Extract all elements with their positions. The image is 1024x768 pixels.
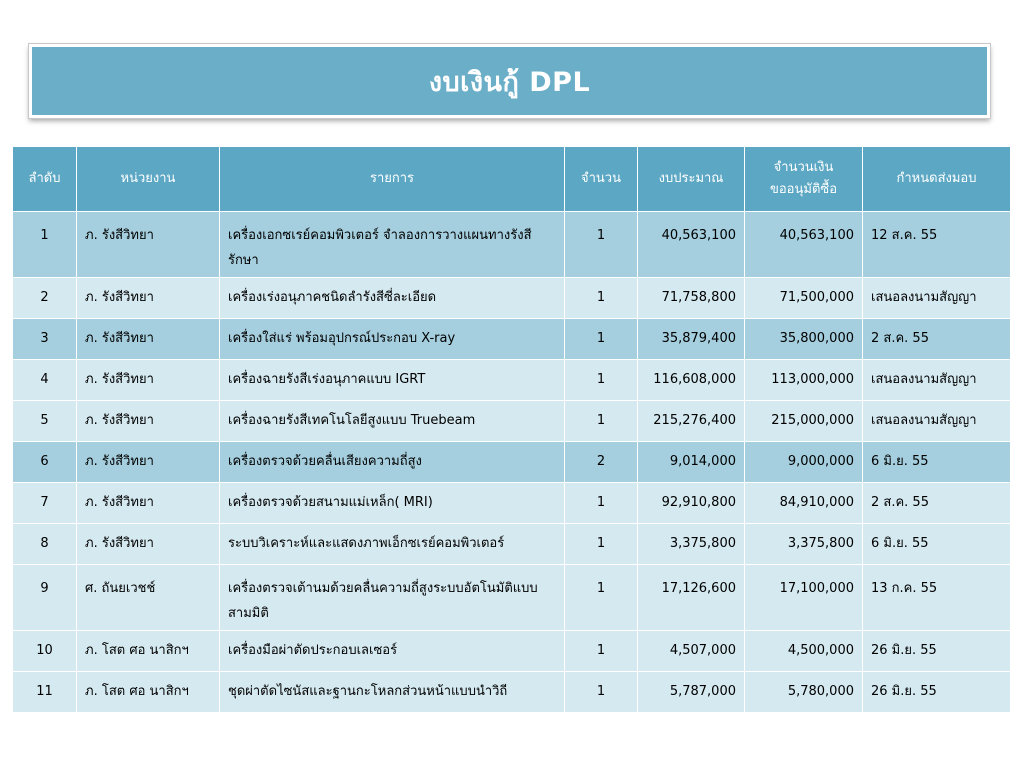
cell-item: เครื่องฉายรังสีเร่งอนุภาคแบบ IGRT <box>220 360 565 401</box>
cell-qty: 1 <box>565 401 638 442</box>
cell-unit: ภ. รังสีวิทยา <box>77 442 220 483</box>
header-no: ลำดับ <box>13 147 77 212</box>
cell-budget: 92,910,800 <box>638 483 745 524</box>
table-row <box>13 319 1011 360</box>
cell-budget: 4,507,000 <box>638 631 745 672</box>
cell-no: 5 <box>13 401 77 442</box>
cell-qty: 1 <box>565 631 638 672</box>
cell-due: 2 ส.ค. 55 <box>863 319 1011 360</box>
cell-budget: 17,126,600 <box>638 565 745 631</box>
cell-item: เครื่องใส่แร่ พร้อมอุปกรณ์ประกอบ X-ray <box>220 319 565 360</box>
cell-unit: ภ. รังสีวิทยา <box>77 524 220 565</box>
cell-item: ระบบวิเคราะห์และแสดงภาพเอ็กซเรย์คอมพิวเตอร์ <box>220 524 565 565</box>
cell-due: 26 มิ.ย. 55 <box>863 672 1011 713</box>
title-banner <box>29 44 990 118</box>
cell-qty: 1 <box>565 524 638 565</box>
cell-no: 3 <box>13 319 77 360</box>
cell-approved: 35,800,000 <box>745 319 863 360</box>
cell-qty: 1 <box>565 278 638 319</box>
cell-item: เครื่องตรวจด้วยสนามแม่เหล็ก( MRI) <box>220 483 565 524</box>
cell-item: เครื่องมือผ่าตัดประกอบเลเซอร์ <box>220 631 565 672</box>
cell-item: เครื่องเอกซเรย์คอมพิวเตอร์ จำลองการวางแผนทางรังสีรักษา <box>220 212 565 278</box>
cell-unit: ภ. โสต ศอ นาสิกฯ <box>77 631 220 672</box>
cell-no: 10 <box>13 631 77 672</box>
cell-approved: 71,500,000 <box>745 278 863 319</box>
cell-no: 11 <box>13 672 77 713</box>
header-qty: จำนวน <box>565 147 638 212</box>
cell-budget: 3,375,800 <box>638 524 745 565</box>
cell-unit: ภ. โสต ศอ นาสิกฯ <box>77 672 220 713</box>
procurement-table <box>12 146 1011 713</box>
cell-due: 6 มิ.ย. 55 <box>863 524 1011 565</box>
cell-budget: 40,563,100 <box>638 212 745 278</box>
cell-no: 1 <box>13 212 77 278</box>
cell-approved: 9,000,000 <box>745 442 863 483</box>
cell-due: 6 มิ.ย. 55 <box>863 442 1011 483</box>
cell-approved: 4,500,000 <box>745 631 863 672</box>
table-row <box>13 672 1011 713</box>
table-row <box>13 360 1011 401</box>
header-unit: หน่วยงาน <box>77 147 220 212</box>
cell-item: ชุดผ่าตัดไซนัสและฐานกะโหลกส่วนหน้าแบบนำวิถี <box>220 672 565 713</box>
cell-no: 4 <box>13 360 77 401</box>
cell-qty: 1 <box>565 212 638 278</box>
cell-qty: 1 <box>565 672 638 713</box>
cell-approved: 113,000,000 <box>745 360 863 401</box>
cell-due: เสนอลงนามสัญญา <box>863 278 1011 319</box>
cell-due: 2 ส.ค. 55 <box>863 483 1011 524</box>
table-row <box>13 631 1011 672</box>
header-approved-line1: จำนวนเงิน <box>773 160 834 175</box>
table-row <box>13 442 1011 483</box>
table-row <box>13 401 1011 442</box>
table-row <box>13 524 1011 565</box>
table-row <box>13 278 1011 319</box>
header-approved-line2: ขออนุมัติซื้อ <box>769 182 838 197</box>
cell-approved: 84,910,000 <box>745 483 863 524</box>
cell-qty: 1 <box>565 319 638 360</box>
cell-unit: ภ. รังสีวิทยา <box>77 360 220 401</box>
cell-unit: ภ. รังสีวิทยา <box>77 278 220 319</box>
cell-approved: 17,100,000 <box>745 565 863 631</box>
cell-item: เครื่องเร่งอนุภาคชนิดลำรังสีซี่ละเอียด <box>220 278 565 319</box>
cell-unit: ภ. รังสีวิทยา <box>77 319 220 360</box>
table-row <box>13 483 1011 524</box>
cell-budget: 35,879,400 <box>638 319 745 360</box>
cell-qty: 2 <box>565 442 638 483</box>
cell-budget: 9,014,000 <box>638 442 745 483</box>
cell-due: เสนอลงนามสัญญา <box>863 401 1011 442</box>
header-approved <box>745 147 863 212</box>
cell-unit: ภ. รังสีวิทยา <box>77 401 220 442</box>
cell-approved: 40,563,100 <box>745 212 863 278</box>
cell-due: เสนอลงนามสัญญา <box>863 360 1011 401</box>
cell-budget: 71,758,800 <box>638 278 745 319</box>
cell-budget: 215,276,400 <box>638 401 745 442</box>
page-title: งบเงินกู้ DPL <box>428 66 591 98</box>
header-due: กำหนดส่งมอบ <box>863 147 1011 212</box>
cell-budget: 116,608,000 <box>638 360 745 401</box>
cell-qty: 1 <box>565 565 638 631</box>
cell-qty: 1 <box>565 483 638 524</box>
cell-no: 9 <box>13 565 77 631</box>
cell-due: 13 ก.ค. 55 <box>863 565 1011 631</box>
header-item: รายการ <box>220 147 565 212</box>
cell-item: เครื่องตรวจด้วยคลื่นเสียงความถี่สูง <box>220 442 565 483</box>
cell-budget: 5,787,000 <box>638 672 745 713</box>
cell-approved: 3,375,800 <box>745 524 863 565</box>
cell-no: 8 <box>13 524 77 565</box>
cell-approved: 215,000,000 <box>745 401 863 442</box>
header-budget: งบประมาณ <box>638 147 745 212</box>
cell-unit: ภ. รังสีวิทยา <box>77 212 220 278</box>
cell-approved: 5,780,000 <box>745 672 863 713</box>
cell-no: 7 <box>13 483 77 524</box>
cell-unit: ภ. รังสีวิทยา <box>77 483 220 524</box>
procurement-table-container <box>12 146 1010 713</box>
cell-unit: ศ. ถันยเวชช์ <box>77 565 220 631</box>
cell-item: เครื่องฉายรังสีเทคโนโลยีสูงแบบ Truebeam <box>220 401 565 442</box>
table-row <box>13 212 1011 278</box>
cell-qty: 1 <box>565 360 638 401</box>
cell-due: 26 มิ.ย. 55 <box>863 631 1011 672</box>
table-row <box>13 565 1011 631</box>
cell-no: 6 <box>13 442 77 483</box>
cell-item: เครื่องตรวจเต้านมด้วยคลื่นความถี่สูงระบบอัตโนมัติแบบสามมิติ <box>220 565 565 631</box>
cell-no: 2 <box>13 278 77 319</box>
cell-due: 12 ส.ค. 55 <box>863 212 1011 278</box>
table-header-row <box>13 147 1011 212</box>
